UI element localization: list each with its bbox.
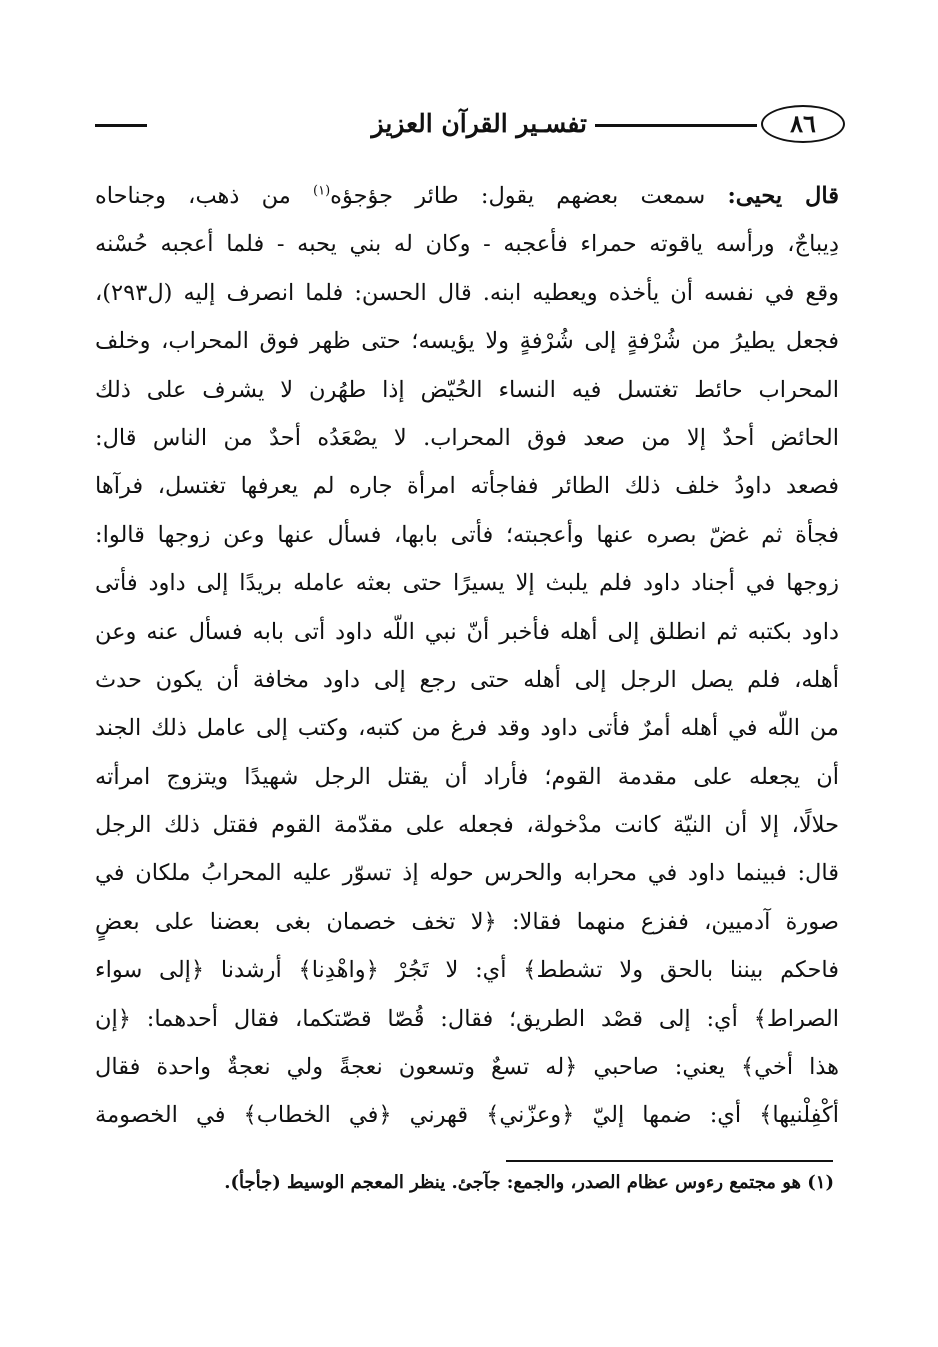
header-rule (95, 124, 147, 127)
text-line: فاحكم بيننا بالحق ولا تشطط﴾ أي: لا تَجُرْ ﴿واهْدِنا﴾ أرشدنا ﴿إلى سواء (95, 957, 839, 984)
text-line: داود بكتبه ثم انطلق إلى أهله فأخبر أنّ نبي اللّه داود أتى بابه فسأل عنه وعن (95, 618, 839, 645)
text-line: صورة آدميين، ففزع منهما فقالا: ﴿لا تخف خصمان بغى بعضنا على بعضٍ (95, 908, 839, 935)
text-line: فجأة ثم غضّ بصره عنها وأعجبته؛ فأتى بابها، فسأل عنها وعن زوجها قالوا: (95, 521, 839, 548)
page-number: ٨٦ (790, 109, 816, 138)
text-line: هذا أخي﴾ يعني: صاحبي ﴿له تسعٌ وتسعون نعجةً ولي نعجةٌ واحدة فقال (95, 1054, 839, 1081)
text-line: زوجها في أجناد داود فلم يلبث إلا يسيرًا حتى بعثه عامله بريدًا إلى داود فأتى (95, 570, 839, 597)
text-line: وقع في نفسه أن يأخذه ويعطيه ابنه. قال الحسن: فلما انصرف إليه (ل٢٩٣)، (95, 279, 839, 306)
text-line: أن يجعله على مقدمة القوم؛ فأراد أن يقتل الرجل شهيدًا ويتزوج امرأته (95, 763, 839, 790)
text-line: من اللّه في أهله أمرٌ فأتى داود وقد فرغ من كتبه، وكتب إلى عامل ذلك الجند (95, 715, 839, 742)
footnote-rule (506, 1160, 833, 1162)
page-number-oval (761, 105, 845, 143)
text-segment: من ذهب، وجناحاه (95, 183, 291, 209)
main-text (95, 172, 839, 1140)
running-header (95, 103, 845, 149)
footnote-marker: (١) (313, 183, 331, 199)
text-line (95, 172, 839, 220)
text-line: قال: فبينما داود في محرابه والحرس حوله إذ تسوّر عليه المحرابُ ملكان في (95, 860, 839, 887)
footnote: (١) هو مجتمع رءوس عظام الصدر، والجمع: جآجئ. ينظر المعجم الوسيط (جأجأ). (224, 1172, 834, 1193)
text-segment: سمعت بعضهم يقول: طائر جؤجؤه (330, 183, 706, 209)
text-line: الصراط﴾ أي: إلى قصْد الطريق؛ فقال: قُصّا قصّتكما، فقال أحدهما: ﴿إن (95, 1005, 839, 1032)
speaker-lead: قال يحيى: (727, 183, 839, 209)
book-title: تفسـير القرآن العزيز (364, 109, 595, 138)
text-line: الحائض أحدٌ إلا من صعد فوق المحراب. لا يصْعَدُه أحدٌ من الناس قال: (95, 424, 839, 451)
text-line: فصعد داودُ خلف ذلك الطائر ففاجأته امرأة جاره لم يعرفها تغتسل، فرآها (95, 473, 839, 500)
text-line: أهله، فلم يصل الرجل إلى أهله حتى رجع إلى داود مخافة أن يكون حدث (95, 666, 839, 693)
text-line: أكْفِلْنيها﴾ أي: ضمها إليّ ﴿وعزّني﴾ قهرني ﴿في الخطاب﴾ في الخصومة (95, 1102, 839, 1129)
text-line: فجعل يطيرُ من شُرْفةٍ إلى شُرْفةٍ ولا يؤيسه؛ حتى ظهر فوق المحراب، وخلف (95, 328, 839, 355)
text-line: حلالًا، إلا أن النيّة كانت مدْخولة، فجعله على مقدّمة القوم فقتل ذلك الرجل (95, 812, 839, 839)
text-line: المحراب حائط تغتسل فيه النساء الحُيّض إذا طهُرن لا يشرف على ذلك (95, 376, 839, 403)
text-line: دِيباجٌ، ورأسه ياقوته حمراء فأعجبه - وكان له بني يحبه - فلما أعجبه حُسْنه (95, 231, 839, 258)
